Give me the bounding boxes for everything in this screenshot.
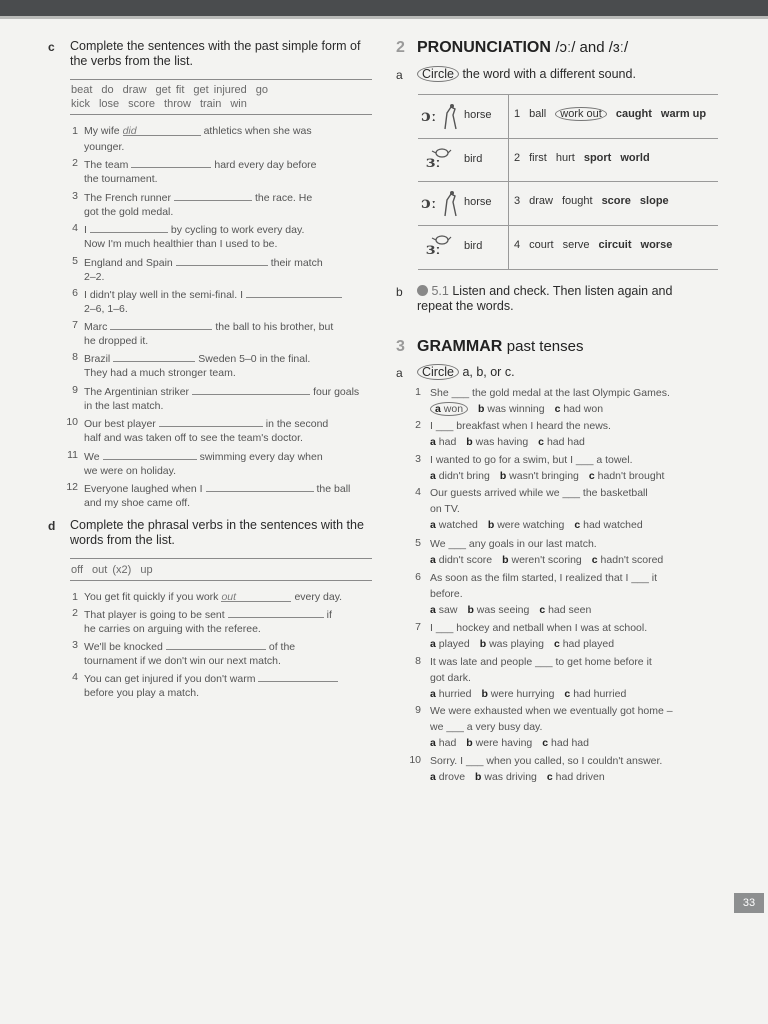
pron-word: warm up <box>660 108 707 120</box>
option-letter: a <box>430 470 439 482</box>
pron-word: ball <box>529 108 547 120</box>
section-2-number: 2 <box>396 39 405 56</box>
option-text: was playing <box>489 638 544 650</box>
answer-blank[interactable] <box>228 606 324 618</box>
item-line1 <box>84 590 374 606</box>
grammar-question-cont: we ___ a very busy day. <box>430 720 543 733</box>
pron-word: draw <box>529 195 553 207</box>
grammar-heading <box>417 338 584 356</box>
grammar-options <box>430 603 601 619</box>
item-text-a: My wife <box>84 125 120 137</box>
item-text-b: the ball to his brother, but <box>215 321 334 333</box>
pron-word: fought <box>561 195 593 207</box>
grammar-options <box>430 736 599 752</box>
exercise-c-instruction: Complete the sentences with the past simple form of the verbs from the list. <box>70 39 361 68</box>
item-number: 8 <box>72 351 78 363</box>
option-letter: b <box>499 470 510 482</box>
pron-word: world <box>620 151 650 164</box>
item-line2: the tournament. <box>84 172 158 185</box>
grammar-question: She ___ the gold medal at the last Olympic Games. <box>430 387 670 399</box>
exercise-d-letter: d <box>48 519 56 533</box>
wordbank-bottom-rule <box>70 114 372 115</box>
pron-row-number: 3 <box>514 195 521 207</box>
column-divider <box>508 182 509 225</box>
grammar-options <box>430 402 613 418</box>
grammar-question-cont: got dark. <box>430 671 471 684</box>
pron-word: circuit <box>598 238 632 251</box>
grammar-subtitle: past tenses <box>506 338 584 355</box>
option-letter: c <box>539 604 549 616</box>
item-text-a: You get fit quickly if you work <box>84 591 219 603</box>
option-text: was winning <box>487 403 545 415</box>
option-text: played <box>438 638 470 650</box>
exercise-c-letter: c <box>48 40 55 54</box>
answer-blank[interactable] <box>90 221 168 233</box>
option-letter: c <box>542 737 552 749</box>
option-text: wasn't bringing <box>509 470 579 482</box>
wordbank-word: lose <box>98 98 120 110</box>
wordbank-word: get fit <box>155 84 185 96</box>
grammar-question: I ___ hockey and netball when I was at school. <box>430 622 648 634</box>
pron-b-text1: Listen and check. Then listen again and <box>452 284 673 298</box>
item-line2: he dropped it. <box>84 334 149 347</box>
pic-label: bird <box>464 152 483 165</box>
item-number: 12 <box>66 481 78 493</box>
pron-word: first <box>529 151 547 164</box>
pron-a-text: the word with a different sound. <box>462 67 636 81</box>
option-text: had watched <box>583 519 643 531</box>
option-b[interactable] <box>502 554 582 566</box>
item-line2: we were on holiday. <box>84 464 177 477</box>
option-text: watched <box>438 519 478 531</box>
answer-blank[interactable] <box>206 480 314 492</box>
grammar-question: I ___ breakfast when I heard the news. <box>430 420 611 432</box>
column-divider <box>508 226 509 269</box>
example-answer: out <box>221 591 237 603</box>
item-line2: 2–2. <box>84 270 105 283</box>
pron-a-instruction <box>417 67 636 82</box>
wordbank-word: up <box>140 564 153 576</box>
option-letter: a <box>430 737 439 749</box>
option-text: hurried <box>438 688 472 700</box>
item-number: 4 <box>72 222 78 234</box>
audio-track: 5.1 <box>431 284 449 298</box>
item-line2: before you play a match. <box>84 686 199 699</box>
item-number: 2 <box>72 157 78 169</box>
option-a[interactable] <box>430 638 470 650</box>
item-text-b: their match <box>270 257 323 269</box>
pron-word-circled: work out <box>555 107 607 121</box>
option-a[interactable] <box>430 519 478 531</box>
item-text-a: England and Spain <box>84 257 173 269</box>
pron-word: court <box>529 238 554 251</box>
wordbank-word: kick <box>71 98 90 110</box>
item-number: 1 <box>72 591 78 603</box>
option-letter: c <box>546 771 556 783</box>
answer-blank[interactable] <box>258 670 338 682</box>
option-a[interactable] <box>430 554 492 566</box>
option-letter: b <box>481 688 491 700</box>
option-a[interactable] <box>430 771 465 783</box>
option-text: had <box>438 737 457 749</box>
option-b[interactable] <box>466 737 532 749</box>
item-text-a: Marc <box>84 321 108 333</box>
option-text: didn't score <box>438 554 493 566</box>
option-text: drove <box>438 771 466 783</box>
answer-blank[interactable] <box>192 383 310 395</box>
option-a[interactable] <box>430 688 471 700</box>
item-text-a: I <box>84 224 87 236</box>
pronunciation-phonemes: /ɔː/ and /ɜː/ <box>555 39 629 56</box>
option-text: was driving <box>484 771 537 783</box>
bird-icon <box>420 230 460 264</box>
wordbank-word: score <box>128 98 156 110</box>
option-text: had hurried <box>573 688 627 700</box>
pronunciation-heading <box>417 39 628 57</box>
item-text-b: the race. He <box>254 192 313 204</box>
grammar-item-number: 3 <box>415 453 421 465</box>
wordbank-d-bottom-rule <box>70 580 372 581</box>
option-text: had had <box>546 436 585 448</box>
option-text: had had <box>551 737 589 749</box>
option-letter: a <box>430 436 439 448</box>
svg-text:ɜː: ɜː <box>426 151 441 171</box>
option-b[interactable] <box>488 519 564 531</box>
grammar-options <box>430 687 636 703</box>
wordbank-d-top-rule <box>70 558 372 559</box>
option-letter: c <box>588 470 598 482</box>
wordbank-word: win <box>230 98 247 110</box>
grammar-question: We were exhausted when we eventually got home – <box>430 705 673 717</box>
grammar-question-cont: before. <box>430 587 463 600</box>
exercise-c-wordbank-row1 <box>71 83 277 97</box>
pron-word: sport <box>583 151 612 164</box>
option-text: were having <box>475 737 533 749</box>
exercise-d-wordbank <box>71 563 162 577</box>
option-text: didn't bring <box>438 470 490 482</box>
grammar-question: I wanted to go for a swim, but I ___ a towel. <box>430 454 633 466</box>
wordbank-word: out (x2) <box>92 564 132 576</box>
audio-icon[interactable] <box>417 285 428 296</box>
item-text-a: Our best player <box>84 418 156 430</box>
pron-row-number: 4 <box>514 238 521 251</box>
column-divider <box>508 95 509 138</box>
option-c[interactable] <box>564 688 626 700</box>
item-text-a: The French runner <box>84 192 171 204</box>
item-text-b: every day. <box>294 591 343 603</box>
item-number: 1 <box>72 125 78 137</box>
pron-word-set <box>514 195 678 207</box>
item-line2: got the gold medal. <box>84 205 174 218</box>
option-letter: b <box>478 403 488 415</box>
option-letter: b <box>467 604 477 616</box>
pron-row <box>418 225 718 270</box>
item-number: 11 <box>67 449 78 461</box>
column-divider <box>508 139 509 182</box>
option-c[interactable] <box>574 519 642 531</box>
option-a[interactable] <box>430 436 456 448</box>
option-letter: a <box>430 554 439 566</box>
item-number: 2 <box>72 607 78 619</box>
grammar-item-number: 8 <box>415 655 421 667</box>
wordbank-word: beat <box>71 84 93 96</box>
grammar-options <box>430 553 673 569</box>
pron-a-letter: a <box>396 68 403 82</box>
option-text: had seen <box>548 604 592 616</box>
option-c[interactable] <box>555 403 603 415</box>
option-letter: a <box>430 771 439 783</box>
answer-blank[interactable] <box>110 318 212 330</box>
pic-label: horse <box>464 196 492 208</box>
item-text-a: You can get injured if you don't warm <box>84 673 256 685</box>
option-c[interactable] <box>589 470 665 482</box>
pronunciation-title: PRONUNCIATION <box>417 39 551 56</box>
option-text: were watching <box>497 519 565 531</box>
option-letter: c <box>538 436 547 448</box>
option-letter: b <box>502 554 512 566</box>
option-text: had driven <box>555 771 605 783</box>
option-c[interactable] <box>592 554 663 566</box>
grammar-question: Our guests arrived while we ___ the basketball <box>430 487 648 499</box>
wordbank-word: get injured <box>193 84 247 96</box>
option-text: had <box>438 436 457 448</box>
wordbank-word: draw <box>122 84 147 96</box>
bird-icon <box>420 143 460 177</box>
option-letter: c <box>574 519 584 531</box>
option-c[interactable] <box>538 436 585 448</box>
option-letter: b <box>466 737 476 749</box>
option-letter: b <box>479 638 490 650</box>
option-c[interactable] <box>554 638 614 650</box>
pron-word: caught <box>615 108 652 120</box>
pron-b-instruction <box>417 284 707 314</box>
answer-blank[interactable] <box>123 124 201 136</box>
option-b[interactable] <box>475 771 537 783</box>
top-edge-bar <box>0 0 768 16</box>
grammar-item-number: 5 <box>415 537 421 549</box>
circle-word: Circle <box>417 364 459 380</box>
item-line2: 2–6, 1–6. <box>84 302 128 315</box>
item-line2: Now I'm much healthier than I used to be. <box>84 237 278 250</box>
option-text: had played <box>562 638 615 650</box>
pron-word: worse <box>640 238 673 251</box>
option-text: was seeing <box>476 604 530 616</box>
wordbank-top-rule <box>70 79 372 80</box>
gram-a-text: a, b, or c. <box>462 365 515 379</box>
item-line2: tournament if we don't win our next match. <box>84 654 281 667</box>
grammar-options <box>430 435 595 451</box>
item-text-a: The team <box>84 159 129 171</box>
item-text-b: if <box>326 609 332 621</box>
grammar-question: It was late and people ___ to get home before it <box>430 656 652 668</box>
grammar-item-number: 2 <box>415 419 421 431</box>
pron-row <box>418 94 718 138</box>
pron-word-set <box>514 108 715 120</box>
pron-word: score <box>601 195 631 207</box>
answer-blank[interactable] <box>166 638 266 650</box>
svg-text:ɜː: ɜː <box>426 238 441 258</box>
item-number: 4 <box>72 671 78 683</box>
item-text-b: by cycling to work every day. <box>170 224 305 236</box>
option-a[interactable] <box>430 470 490 482</box>
gram-a-instruction <box>417 365 515 380</box>
option-letter: a <box>430 688 439 700</box>
example-answer: did <box>122 125 137 137</box>
pron-word: serve <box>562 238 590 251</box>
option-letter: a <box>430 604 439 616</box>
option-letter: c <box>591 554 601 566</box>
answer-blank[interactable] <box>103 448 197 460</box>
item-line1 <box>84 124 374 140</box>
pron-word: slope <box>639 195 669 207</box>
item-text-b: Sweden 5–0 in the final. <box>198 353 311 365</box>
horse-icon <box>420 186 460 220</box>
item-text-a: Everyone laughed when I <box>84 483 203 495</box>
option-text: was having <box>475 436 529 448</box>
item-number: 9 <box>72 384 78 396</box>
option-b[interactable] <box>500 470 579 482</box>
grammar-item-number: 1 <box>415 386 421 398</box>
grammar-item-number: 6 <box>415 571 421 583</box>
option-letter: b <box>475 771 485 783</box>
item-text-b: the ball <box>316 483 351 495</box>
wordbank-word: throw <box>164 98 191 110</box>
option-letter: b <box>466 436 476 448</box>
option-b[interactable] <box>480 638 544 650</box>
item-text-a: Brazil <box>84 353 111 365</box>
option-c[interactable] <box>542 737 589 749</box>
section-3-number: 3 <box>396 338 405 355</box>
item-text-a: We'll be knocked <box>84 641 163 653</box>
item-text-a: The Argentinian striker <box>84 386 190 398</box>
option-text: hadn't scored <box>600 554 664 566</box>
item-number: 3 <box>72 190 78 202</box>
grammar-options <box>430 637 624 653</box>
item-text-b: of the <box>268 641 296 653</box>
grammar-question: Sorry. I ___ when you called, so I couldn't answer. <box>430 755 663 767</box>
svg-text:ɔː: ɔː <box>421 106 437 125</box>
pic-label: bird <box>464 239 483 252</box>
answer-blank[interactable] <box>131 156 211 168</box>
option-text: weren't scoring <box>511 554 582 566</box>
option-c[interactable] <box>547 771 605 783</box>
answer-blank[interactable] <box>221 590 291 602</box>
wordbank-word: off <box>71 564 84 576</box>
item-line2: They had a much stronger team. <box>84 366 236 379</box>
pron-row-number: 2 <box>514 151 521 164</box>
pron-word-set <box>514 152 659 164</box>
pron-word: hurt <box>555 151 575 164</box>
item-text-b: swimming every day when <box>199 451 323 463</box>
exercise-d-instruction: Complete the phrasal verbs in the sentences with the words from the list. <box>70 518 364 547</box>
item-number: 7 <box>72 319 78 331</box>
item-line2: half and was taken off to see the team's doctor. <box>84 431 303 444</box>
pron-row-number: 1 <box>514 108 521 120</box>
grammar-item-number: 4 <box>415 486 421 498</box>
item-text-a: That player is going to be sent <box>84 609 225 621</box>
option-letter: b <box>487 519 498 531</box>
pron-b-text2: repeat the words. <box>417 299 514 313</box>
option-letter: c <box>564 688 574 700</box>
grammar-question: As soon as the film started, I realized that I ___ it <box>430 572 658 584</box>
grammar-options <box>430 469 674 485</box>
option-letter: c <box>553 638 563 650</box>
pic-label: horse <box>464 109 492 121</box>
answer-blank[interactable] <box>113 350 195 362</box>
pron-row <box>418 181 718 225</box>
circle-word: Circle <box>417 66 459 82</box>
gram-a-letter: a <box>396 366 403 380</box>
grammar-item-number: 10 <box>409 754 421 766</box>
option-letter: a <box>430 638 439 650</box>
item-number: 3 <box>72 639 78 651</box>
horse-icon <box>420 99 460 133</box>
answer-blank[interactable] <box>174 189 252 201</box>
item-text-b: hard every day before <box>214 159 317 171</box>
item-number: 5 <box>72 255 78 267</box>
option-b[interactable] <box>466 436 528 448</box>
option-text: hadn't brought <box>597 470 665 482</box>
option-b[interactable] <box>467 604 529 616</box>
option-a[interactable] <box>430 402 468 416</box>
item-text-a: We <box>84 451 100 463</box>
item-text-b: athletics when she was <box>203 125 312 137</box>
grammar-title: GRAMMAR <box>417 338 503 355</box>
wordbank-word: go <box>255 84 269 96</box>
exercise-c-wordbank-row2 <box>71 97 256 111</box>
item-text-b: in the second <box>265 418 329 430</box>
grammar-item-number: 7 <box>415 621 421 633</box>
item-line2: younger. <box>84 140 125 153</box>
grammar-question-cont: on TV. <box>430 502 460 515</box>
answer-blank[interactable] <box>159 415 263 427</box>
item-number: 10 <box>66 416 78 428</box>
item-line2: and my shoe came off. <box>84 496 191 509</box>
pron-word-set <box>514 239 681 251</box>
option-b[interactable] <box>481 688 554 700</box>
item-text-a: I didn't play well in the semi-final. I <box>84 289 243 301</box>
wordbank-word: do <box>101 84 114 96</box>
option-letter: a <box>430 519 439 531</box>
answer-blank[interactable] <box>246 286 342 298</box>
wordbank-word: train <box>199 98 222 110</box>
option-text: had won <box>563 403 604 415</box>
answer-blank[interactable] <box>176 254 268 266</box>
pron-row <box>418 138 718 182</box>
option-text: were hurrying <box>490 688 555 700</box>
item-number: 6 <box>72 287 78 299</box>
option-letter: c <box>554 403 564 415</box>
grammar-question: We ___ any goals in our last match. <box>430 538 597 550</box>
page-number: 33 <box>734 893 764 913</box>
option-text: won <box>443 403 464 415</box>
option-a[interactable] <box>430 604 457 616</box>
grammar-item-number: 9 <box>415 704 421 716</box>
svg-text:ɔː: ɔː <box>421 193 437 212</box>
item-line2: in the last match. <box>84 399 164 412</box>
option-c[interactable] <box>539 604 591 616</box>
option-text: saw <box>438 604 458 616</box>
pron-b-letter: b <box>396 285 403 299</box>
option-b[interactable] <box>478 403 545 415</box>
item-line2: he carries on arguing with the referee. <box>84 622 261 635</box>
item-text-b: four goals <box>313 386 360 398</box>
grammar-options <box>430 770 615 786</box>
option-a[interactable] <box>430 737 456 749</box>
option-letter: a <box>435 403 444 415</box>
grammar-options <box>430 518 653 534</box>
